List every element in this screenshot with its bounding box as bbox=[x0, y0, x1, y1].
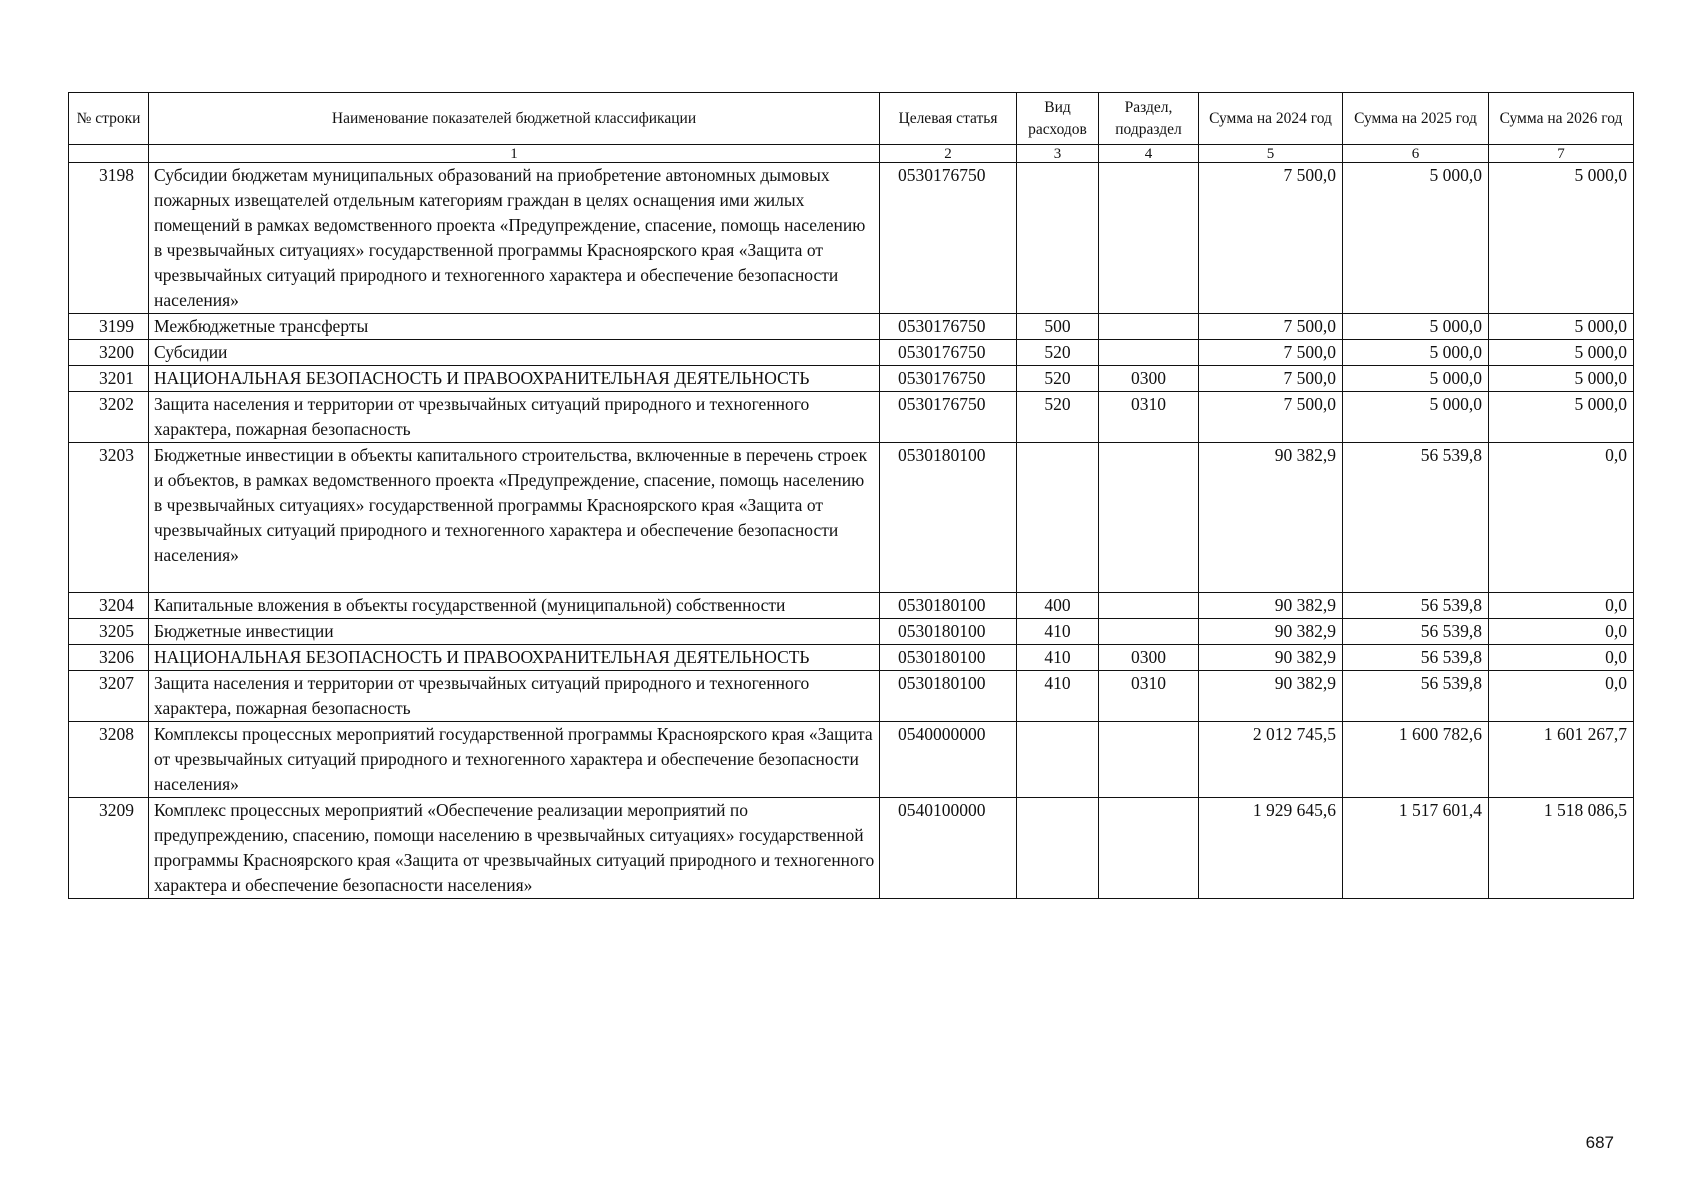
row-sum-2025: 1 600 782,6 bbox=[1343, 722, 1489, 798]
row-sum-2025: 56 539,8 bbox=[1343, 671, 1489, 722]
table-row bbox=[69, 645, 1634, 671]
row-number: 3201 bbox=[69, 366, 149, 392]
row-number: 3209 bbox=[69, 798, 149, 899]
row-number: 3206 bbox=[69, 645, 149, 671]
table-row bbox=[69, 163, 1634, 314]
row-expense-type bbox=[1017, 443, 1099, 593]
row-sum-2024: 2 012 745,5 bbox=[1199, 722, 1343, 798]
table-row bbox=[69, 392, 1634, 443]
row-sum-2026: 0,0 bbox=[1489, 671, 1634, 722]
row-sum-2024: 90 382,9 bbox=[1199, 593, 1343, 619]
row-sum-2024: 90 382,9 bbox=[1199, 443, 1343, 593]
header-number-cell: 6 bbox=[1343, 145, 1489, 163]
row-target-article: 0530176750 bbox=[880, 163, 1017, 314]
row-sum-2024: 7 500,0 bbox=[1199, 340, 1343, 366]
row-sum-2025: 56 539,8 bbox=[1343, 645, 1489, 671]
row-number: 3205 bbox=[69, 619, 149, 645]
row-sum-2026: 0,0 bbox=[1489, 619, 1634, 645]
row-name: Субсидии бюджетам муниципальных образований на приобретение автономных дымовых пожарных извещателей отдельным категориям граждан в целях оснащения ими жилых помещений в рамках ведомственного проекта «Предупреждение, спасение, помощь населению в чрезвычайных ситуациях» государственной программы Красноярского края «Защита от чрезвычайных ситуаций природного и техногенного характера и обеспечение безопасности населения» bbox=[149, 163, 880, 314]
row-sum-2025: 5 000,0 bbox=[1343, 314, 1489, 340]
row-name: Субсидии bbox=[149, 340, 880, 366]
row-target-article: 0530176750 bbox=[880, 392, 1017, 443]
row-sum-2026: 5 000,0 bbox=[1489, 366, 1634, 392]
header-number-cell: 4 bbox=[1099, 145, 1199, 163]
row-sum-2025: 5 000,0 bbox=[1343, 340, 1489, 366]
row-name: Защита населения и территории от чрезвычайных ситуаций природного и техногенного характера, пожарная безопасность bbox=[149, 392, 880, 443]
row-name: НАЦИОНАЛЬНАЯ БЕЗОПАСНОСТЬ И ПРАВООХРАНИТЕЛЬНАЯ ДЕЯТЕЛЬНОСТЬ bbox=[149, 366, 880, 392]
row-expense-type: 410 bbox=[1017, 619, 1099, 645]
row-section bbox=[1099, 443, 1199, 593]
header-number-cell bbox=[69, 145, 149, 163]
row-section bbox=[1099, 593, 1199, 619]
row-target-article: 0530180100 bbox=[880, 619, 1017, 645]
table-header bbox=[69, 93, 1634, 163]
row-section bbox=[1099, 163, 1199, 314]
row-sum-2024: 90 382,9 bbox=[1199, 645, 1343, 671]
header-name: Наименование показателей бюджетной классификации bbox=[149, 93, 880, 145]
row-target-article: 0530180100 bbox=[880, 671, 1017, 722]
row-target-article: 0530180100 bbox=[880, 593, 1017, 619]
row-target-article: 0530176750 bbox=[880, 366, 1017, 392]
row-target-article: 0530176750 bbox=[880, 340, 1017, 366]
table-row bbox=[69, 314, 1634, 340]
row-section: 0310 bbox=[1099, 671, 1199, 722]
header-number-cell: 3 bbox=[1017, 145, 1099, 163]
table-row bbox=[69, 798, 1634, 899]
row-section bbox=[1099, 340, 1199, 366]
row-section bbox=[1099, 314, 1199, 340]
row-sum-2026: 0,0 bbox=[1489, 443, 1634, 593]
row-name: Комплексы процессных мероприятий государственной программы Красноярского края «Защита от чрезвычайных ситуаций природного и техногенного характера и обеспечение безопасности населения» bbox=[149, 722, 880, 798]
page-number: 687 bbox=[1585, 1133, 1614, 1152]
table-row bbox=[69, 671, 1634, 722]
header-sum-2024: Сумма на 2024 год bbox=[1199, 93, 1343, 145]
row-target-article: 0530180100 bbox=[880, 443, 1017, 593]
row-name: Бюджетные инвестиции в объекты капитального строительства, включенные в перечень строек и объектов, в рамках ведомственного проекта «Предупреждение, спасение, помощь населению в чрезвычайных ситуациях» государственной программы Красноярского края «Защита от чрезвычайных ситуаций природного и техногенного характера и обеспечение безопасности населения» bbox=[149, 443, 880, 593]
budget-classification-table bbox=[68, 92, 1634, 899]
row-sum-2024: 7 500,0 bbox=[1199, 366, 1343, 392]
row-section: 0310 bbox=[1099, 392, 1199, 443]
row-section: 0300 bbox=[1099, 645, 1199, 671]
row-sum-2024: 1 929 645,6 bbox=[1199, 798, 1343, 899]
row-sum-2026: 5 000,0 bbox=[1489, 340, 1634, 366]
row-expense-type: 500 bbox=[1017, 314, 1099, 340]
header-row-number: № строки bbox=[69, 93, 149, 145]
row-section bbox=[1099, 619, 1199, 645]
row-sum-2024: 90 382,9 bbox=[1199, 619, 1343, 645]
row-number: 3208 bbox=[69, 722, 149, 798]
row-expense-type: 520 bbox=[1017, 340, 1099, 366]
table-row bbox=[69, 340, 1634, 366]
row-number: 3198 bbox=[69, 163, 149, 314]
header-sum-2025: Сумма на 2025 год bbox=[1343, 93, 1489, 145]
row-expense-type: 520 bbox=[1017, 366, 1099, 392]
header-sum-2026: Сумма на 2026 год bbox=[1489, 93, 1634, 145]
row-expense-type: 520 bbox=[1017, 392, 1099, 443]
row-sum-2025: 56 539,8 bbox=[1343, 443, 1489, 593]
row-sum-2026: 1 601 267,7 bbox=[1489, 722, 1634, 798]
header-number-cell: 2 bbox=[880, 145, 1017, 163]
table-row bbox=[69, 593, 1634, 619]
header-number-cell: 7 bbox=[1489, 145, 1634, 163]
row-sum-2024: 7 500,0 bbox=[1199, 314, 1343, 340]
row-sum-2024: 7 500,0 bbox=[1199, 163, 1343, 314]
row-sum-2026: 0,0 bbox=[1489, 645, 1634, 671]
row-target-article: 0530176750 bbox=[880, 314, 1017, 340]
table-row bbox=[69, 443, 1634, 593]
row-name: Комплекс процессных мероприятий «Обеспечение реализации мероприятий по предупреждению, спасению, помощи населению в чрезвычайных ситуациях» государственной программы Красноярского края «Защита от чрезвычайных ситуаций природного и техногенного характера и обеспечение безопасности населения» bbox=[149, 798, 880, 899]
row-sum-2026: 5 000,0 bbox=[1489, 392, 1634, 443]
row-sum-2025: 56 539,8 bbox=[1343, 593, 1489, 619]
row-number: 3202 bbox=[69, 392, 149, 443]
table-row bbox=[69, 366, 1634, 392]
row-name: Капитальные вложения в объекты государственной (муниципальной) собственности bbox=[149, 593, 880, 619]
row-sum-2026: 0,0 bbox=[1489, 593, 1634, 619]
row-expense-type bbox=[1017, 163, 1099, 314]
row-sum-2025: 5 000,0 bbox=[1343, 163, 1489, 314]
table-row bbox=[69, 722, 1634, 798]
header-target-article: Целевая статья bbox=[880, 93, 1017, 145]
row-sum-2024: 90 382,9 bbox=[1199, 671, 1343, 722]
row-target-article: 0530180100 bbox=[880, 645, 1017, 671]
row-number: 3204 bbox=[69, 593, 149, 619]
row-expense-type: 410 bbox=[1017, 671, 1099, 722]
header-number-cell: 1 bbox=[149, 145, 880, 163]
header-number-cell: 5 bbox=[1199, 145, 1343, 163]
row-target-article: 0540100000 bbox=[880, 798, 1017, 899]
row-target-article: 0540000000 bbox=[880, 722, 1017, 798]
row-expense-type: 410 bbox=[1017, 645, 1099, 671]
row-expense-type bbox=[1017, 798, 1099, 899]
row-name: НАЦИОНАЛЬНАЯ БЕЗОПАСНОСТЬ И ПРАВООХРАНИТЕЛЬНАЯ ДЕЯТЕЛЬНОСТЬ bbox=[149, 645, 880, 671]
row-sum-2025: 5 000,0 bbox=[1343, 366, 1489, 392]
row-sum-2026: 5 000,0 bbox=[1489, 163, 1634, 314]
row-expense-type: 400 bbox=[1017, 593, 1099, 619]
row-name: Межбюджетные трансферты bbox=[149, 314, 880, 340]
row-sum-2026: 5 000,0 bbox=[1489, 314, 1634, 340]
table-body bbox=[69, 163, 1634, 899]
row-section: 0300 bbox=[1099, 366, 1199, 392]
header-expense-type: Вид расходов bbox=[1017, 93, 1099, 145]
budget-table-container bbox=[68, 92, 1633, 899]
row-number: 3199 bbox=[69, 314, 149, 340]
row-number: 3200 bbox=[69, 340, 149, 366]
row-section bbox=[1099, 722, 1199, 798]
row-name: Защита населения и территории от чрезвычайных ситуаций природного и техногенного характера, пожарная безопасность bbox=[149, 671, 880, 722]
row-number: 3203 bbox=[69, 443, 149, 593]
row-sum-2025: 5 000,0 bbox=[1343, 392, 1489, 443]
row-sum-2026: 1 518 086,5 bbox=[1489, 798, 1634, 899]
row-number: 3207 bbox=[69, 671, 149, 722]
table-row bbox=[69, 619, 1634, 645]
row-expense-type bbox=[1017, 722, 1099, 798]
row-sum-2025: 1 517 601,4 bbox=[1343, 798, 1489, 899]
row-sum-2024: 7 500,0 bbox=[1199, 392, 1343, 443]
row-sum-2025: 56 539,8 bbox=[1343, 619, 1489, 645]
row-name: Бюджетные инвестиции bbox=[149, 619, 880, 645]
row-section bbox=[1099, 798, 1199, 899]
header-section: Раздел, подраздел bbox=[1099, 93, 1199, 145]
